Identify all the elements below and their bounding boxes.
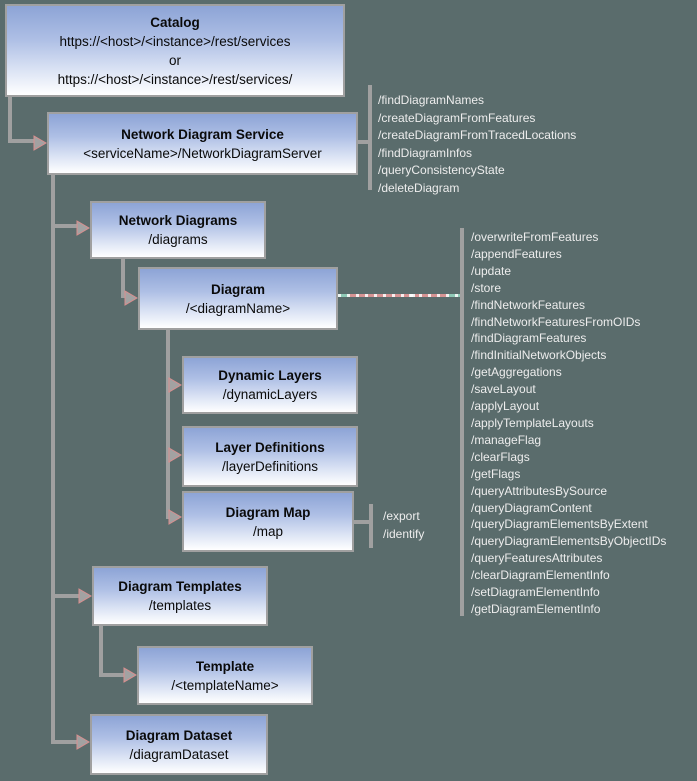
arrowhead-icon [123, 667, 137, 683]
box-title: Dynamic Layers [218, 368, 322, 383]
network-diagrams-box [90, 201, 266, 259]
operation-item: /store [471, 280, 502, 295]
operation-item: /findDiagramFeatures [471, 331, 587, 346]
arrowhead-icon [78, 588, 92, 604]
operation-item: /queryConsistencyState [378, 163, 505, 177]
template-box [137, 646, 313, 705]
connector-line [166, 329, 170, 519]
service-operations-list [378, 92, 576, 197]
box-path: <serviceName>/NetworkDiagramServer [83, 145, 322, 161]
catalog-title: Catalog [150, 14, 200, 30]
operation-item: /applyLayout [471, 399, 540, 414]
operation-item: /identify [383, 526, 425, 541]
operation-item: /getDiagramElementInfo [471, 601, 601, 616]
arrowhead-icon [124, 290, 138, 306]
operation-item: /queryDiagramElementsByExtent [471, 517, 648, 532]
operation-item: /export [383, 509, 420, 523]
operation-item: /queryFeaturesAttributes [471, 551, 603, 566]
box-path: /<templateName> [171, 677, 279, 693]
connector-line [99, 625, 103, 677]
operation-item: /clearDiagramElementInfo [471, 568, 610, 583]
operation-item: /queryAttributesBySource [471, 483, 608, 498]
connector-line [51, 224, 78, 228]
operation-item: /clearFlags [471, 449, 530, 464]
operation-item: /findDiagramNames [378, 93, 485, 107]
box-path: /layerDefinitions [221, 458, 319, 474]
box-title: Template [195, 658, 255, 674]
connector-line [51, 174, 55, 744]
box-path: /diagrams [148, 232, 208, 247]
arrowhead-icon [33, 135, 47, 151]
operation-item: /queryDiagramElementsByObjectIDs [471, 534, 667, 549]
arrowhead-icon [168, 377, 182, 393]
operation-item: /getAggregations [471, 365, 562, 380]
connector-line [51, 740, 78, 744]
box-title: Layer Definitions [215, 439, 325, 455]
arrowhead-icon [76, 734, 90, 750]
arrowhead-icon [168, 509, 182, 525]
connector-line [8, 96, 12, 143]
diagram-box [138, 267, 338, 330]
box-title: Diagram [210, 281, 266, 297]
operation-item: /overwriteFromFeatures [471, 230, 599, 244]
catalog-url-alt: https://<host>/<instance>/rest/services/ [57, 71, 293, 87]
box-path: /templates [148, 598, 212, 613]
service-operations-bar [368, 85, 372, 190]
operation-item: /update [471, 263, 512, 278]
box-title: Diagram Map [225, 504, 311, 520]
diagram-templates-box [92, 566, 268, 626]
box-path: /<diagramName> [185, 300, 291, 316]
box-title: Network Diagram Service [121, 126, 284, 142]
diagram-operations-bar [460, 228, 464, 616]
diagram-operations-list [471, 229, 666, 618]
catalog-url: https://<host>/<instance>/rest/services [59, 33, 291, 49]
operation-item: /findNetworkFeaturesFromOIDs [471, 314, 641, 329]
box-title: Network Diagrams [118, 213, 238, 228]
diagram-map-box [182, 491, 354, 552]
dynamic-layers-box [182, 356, 358, 414]
catalog-or-label: or [168, 52, 181, 68]
diagram-map-operations-list [383, 508, 424, 543]
operation-item: /findInitialNetworkObjects [471, 348, 607, 363]
diagram-dataset-box [90, 714, 268, 775]
connector-line [99, 673, 125, 677]
operation-item: /findDiagramInfos [378, 145, 473, 160]
layer-definitions-box [182, 426, 358, 487]
operation-item: /createDiagramFromFeatures [378, 110, 536, 125]
operation-item: /getFlags [471, 466, 521, 481]
connector-line [354, 520, 369, 524]
operation-item: /setDiagramElementInfo [471, 585, 600, 600]
arrowhead-icon [76, 220, 90, 236]
connector-line [357, 140, 368, 144]
box-path: /map [252, 523, 283, 539]
box-title: Diagram Templates [118, 579, 242, 594]
box-path: /dynamicLayers [222, 387, 318, 402]
arrowhead-icon [168, 447, 182, 463]
connector-line [8, 139, 35, 143]
connector-line [51, 594, 80, 598]
box-path: /diagramDataset [129, 746, 229, 762]
operation-item: /createDiagramFromTracedLocations [378, 128, 577, 142]
operation-item: /applyTemplateLayouts [471, 415, 594, 430]
operation-item: /saveLayout [471, 382, 536, 397]
operation-item: /findNetworkFeatures [471, 297, 586, 312]
catalog-box [5, 4, 345, 97]
network-diagram-service-box [47, 112, 358, 175]
box-title: Diagram Dataset [125, 727, 233, 743]
operation-item: /deleteDiagram [378, 180, 460, 195]
operation-item: /appendFeatures [471, 246, 562, 261]
operation-item: /queryDiagramContent [471, 500, 592, 515]
operation-item: /manageFlag [471, 432, 542, 447]
diagram-operations-connector-line [338, 294, 460, 297]
map-operations-bar [369, 504, 373, 548]
